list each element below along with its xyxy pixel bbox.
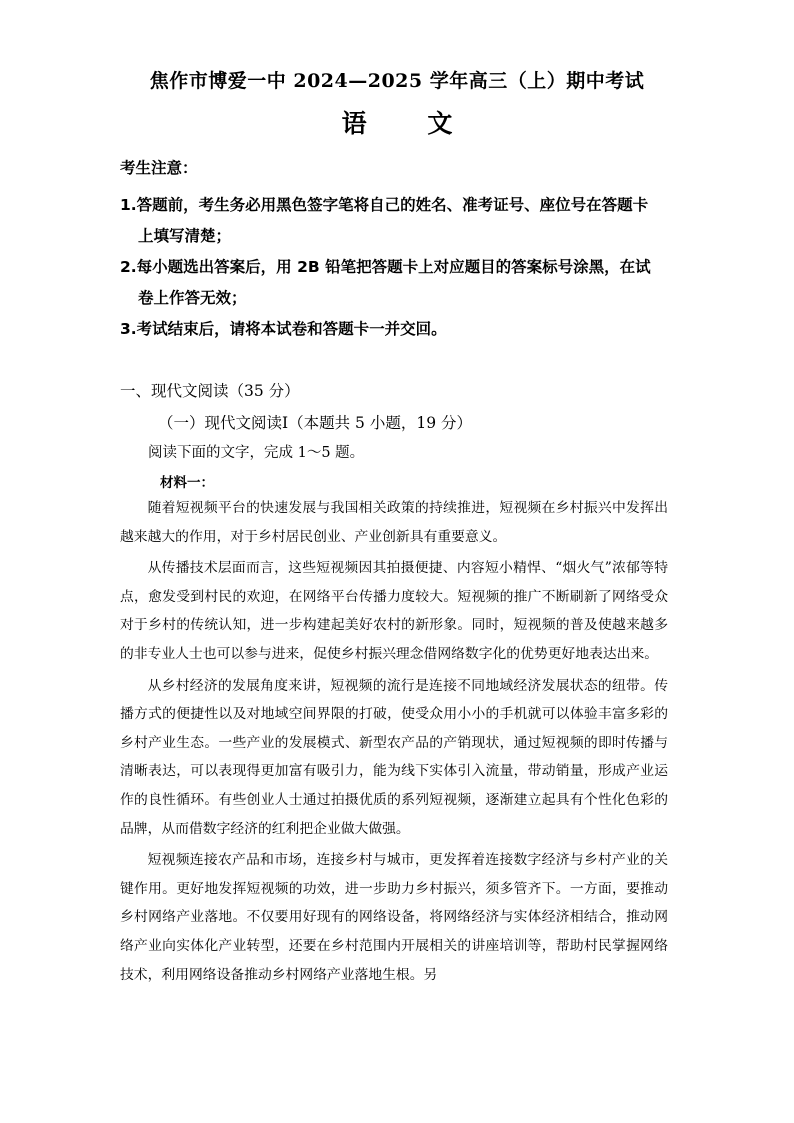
reading-instruction: 阅读下面的文字，完成 1～5 题。 — [148, 445, 365, 461]
passage-paragraph-1: 随着短视频平台的快速发展与我国相关政策的持续推进，短视频在乡村振兴中发挥出越来越大的作用，对于乡村居民创业、产业创新具有重要意义。 — [120, 500, 668, 545]
notice-item-3-line1: 3.考试结束后，请将本试卷和答题卡一并交回。 — [120, 320, 447, 338]
passage-paragraph-2: 从传播技术层面而言，这些短视频因其拍摄便捷、内容短小精悍、“烟火气”浓郁等特点，愈发受到村民的欢迎，在网络平台传播力度较大。短视频的推广不断刷新了网络受众对于乡村的传统认知，进一步构建起美好农村的新形象。同时，短视频的普及使越来越多的非专业人士也可以参与进来，促使乡村振兴理念借网络数字化的优势更好地表达出来。 — [120, 560, 668, 662]
notice-item-1 — [120, 190, 680, 252]
passage-paragraph-4: 短视频连接农产品和市场，连接乡村与城市，更发挥着连接数字经济与乡村产业的关键作用。更好地发挥短视频的功效，进一步助力乡村振兴，须多管齐下。一方面，要推动乡村网络产业落地。不仅要用好现有的网络设备，将网络经济与实体经济相结合，推动网络产业向实体化产业转型，还要在乡村范围内开展相关的讲座培训等，帮助村民掌握网络技术，利用网络设备推动乡村网络产业落地生根。另 — [120, 852, 668, 983]
exam-title: 焦作市博爱一中 2024—2025 学年高三（上）期中考试 — [149, 70, 645, 92]
subject-title: 语 文 — [341, 109, 479, 138]
reading-passage — [120, 494, 668, 992]
material-label: 材料一： — [160, 475, 214, 491]
notice-heading: 考生注意： — [120, 159, 198, 177]
notice-item-2-line2: 卷上作答无效； — [138, 289, 247, 307]
notice-item-1-line2: 上填写清楚； — [138, 227, 232, 245]
section-heading: 一、现代文阅读（35 分） — [120, 382, 300, 400]
passage-paragraph-3: 从乡村经济的发展角度来讲，短视频的流行是连接不同地域经济发展状态的纽带。传播方式的便捷性以及对地域空间界限的打破，使受众用小小的手机就可以体验丰富多彩的乡村产业生态。一些产业的发展模式、新型农产品的产销现状，通过短视频的即时传播与清晰表达，可以表现得更加富有吸引力，能为线下实体引入流量，带动销量，形成产业运作的良性循环。有些创业人士通过拍摄优质的系列短视频，逐渐建立起具有个性化色彩的品牌，从而借数字经济的红利把企业做大做强。 — [120, 677, 668, 837]
notice-item-1-line1: 1.答题前，考生务必用黑色签字笔将自己的姓名、准考证号、座位号在答题卡 — [120, 196, 649, 214]
notice-item-3 — [120, 314, 680, 345]
notice-item-2 — [120, 252, 680, 314]
section-subheading: （一）现代文阅读Ⅰ（本题共 5 小题，19 分） — [158, 414, 472, 432]
notice-item-2-line1: 2.每小题选出答案后，用 2B 铅笔把答题卡上对应题目的答案标号涂黑，在试 — [120, 258, 651, 276]
